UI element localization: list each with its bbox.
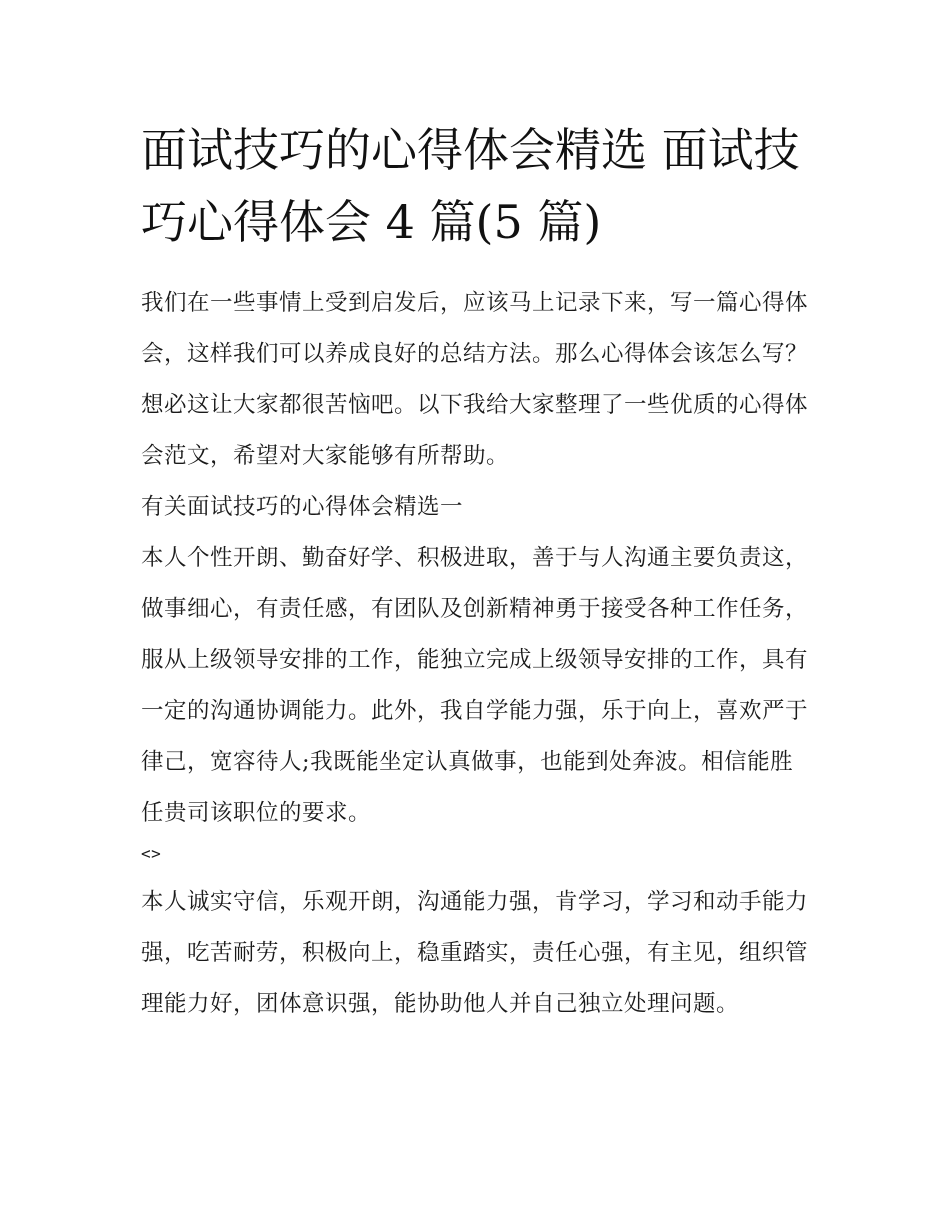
body-paragraph-1: 本人个性开朗、勤奋好学、积极进取，善于与人沟通主要负责这，做事细心，有责任感，有团队及创新精神勇于接受各种工作任务，服从上级领导安排的工作，能独立完成上级领导安排的工作，具有一定的沟通协调能力。此外，我自学能力强，乐于向上，喜欢严于律己，宽容待人;我既能坐定认真做事，也能到处奔波。相信能胜任贵司该职位的要求。 (141, 545, 809, 826)
intro-paragraph: 我们在一些事情上受到启发后，应该马上记录下来，写一篇心得体会，这样我们可以养成良好的总结方法。那么心得体会该怎么写？想必这让大家都很苦恼吧。以下我给大家整理了一些优质的心得体会范文，希望对大家能够有所帮助。 (141, 290, 809, 469)
section-heading: 有关面试技巧的心得体会精选一 (141, 494, 464, 520)
document-page (141, 114, 813, 1030)
body-paragraph-2: 本人诚实守信，乐观开朗，沟通能力强，肯学习，学习和动手能力强，吃苦耐劳，积极向上，稳重踏实，责任心强，有主见，组织管理能力好，团体意识强，能协助他人并自己独立处理问题。 (141, 889, 809, 1017)
document-body (141, 278, 813, 1030)
placeholder-marker: <> (141, 844, 162, 863)
document-title: 面试技巧的心得体会精选 面试技巧心得体会 4 篇(5 篇) (141, 123, 800, 249)
